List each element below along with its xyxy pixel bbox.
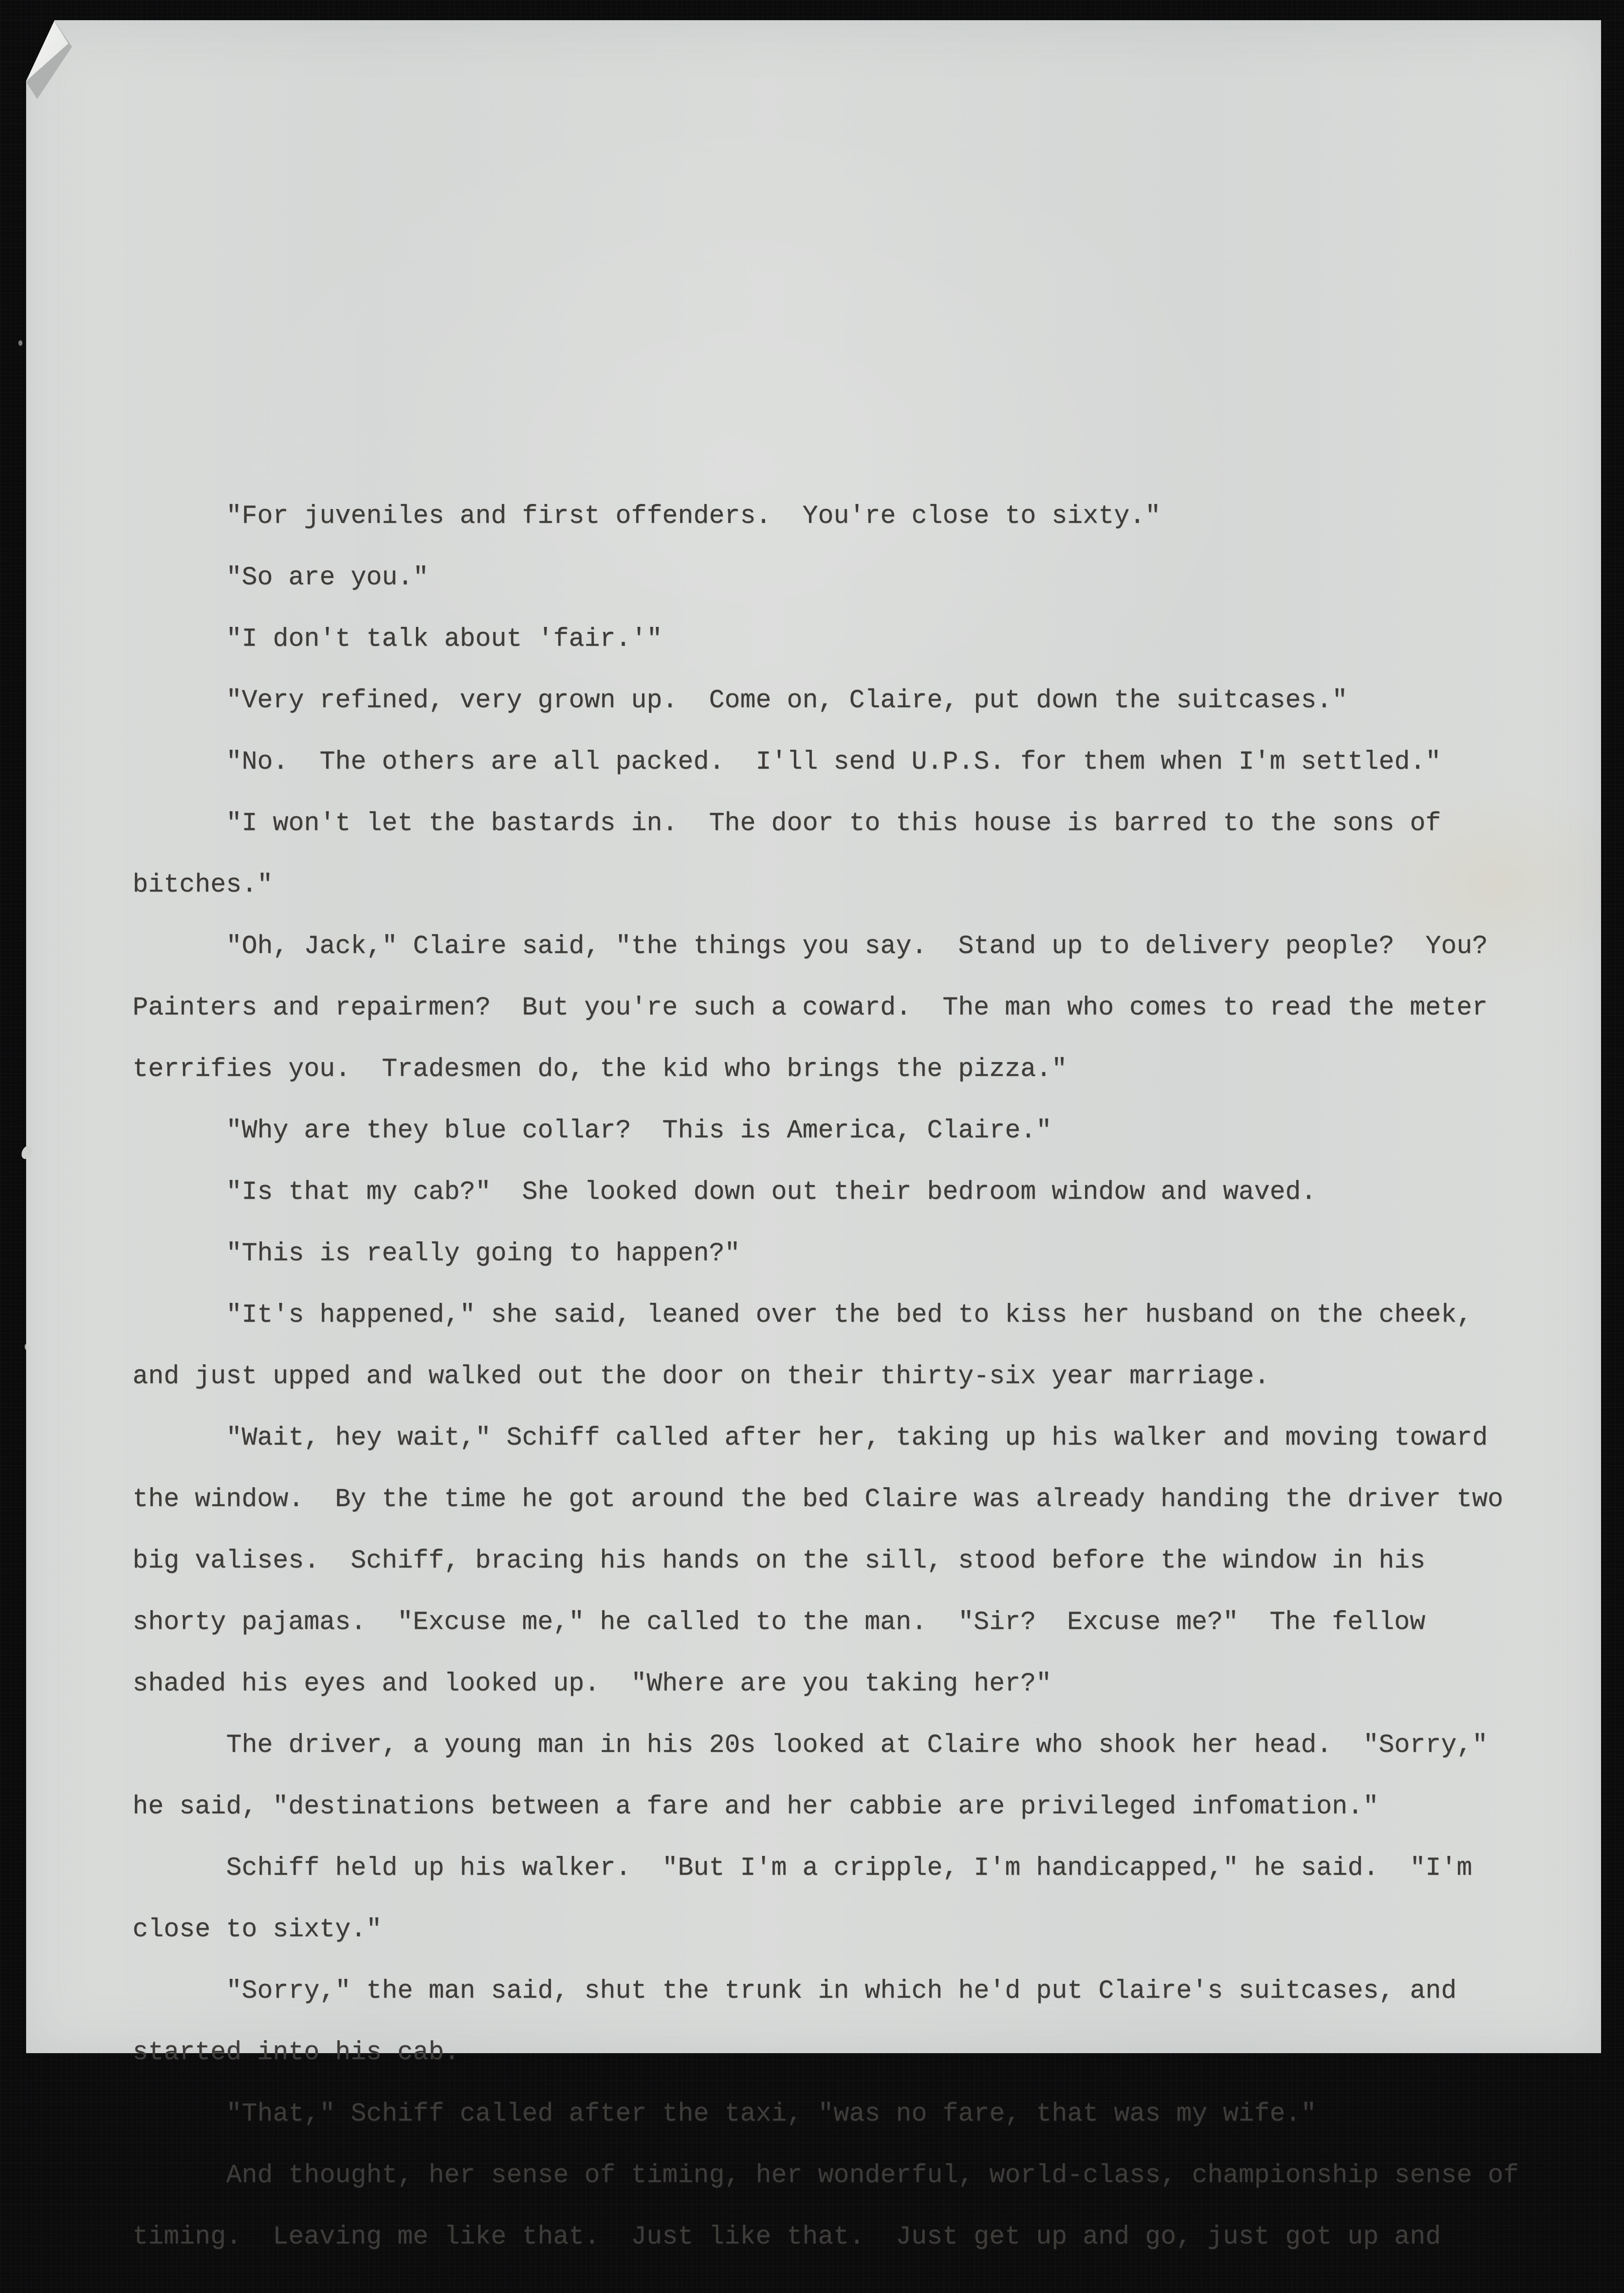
typewritten-line: and just upped and walked out the door on their thirty-six year marriage. (133, 1362, 1270, 1391)
typewritten-line: Painters and repairmen? But you're such a coward. The man who comes to read the meter (133, 993, 1488, 1022)
typewritten-line: started into his cab. (133, 2038, 460, 2067)
typewritten-line: shorty pajamas. "Excuse me," he called to the man. "Sir? Excuse me?" The fellow (133, 1607, 1425, 1637)
typewritten-line: "Is that my cab?" She looked down out their bedroom window and waved. (226, 1177, 1317, 1207)
typewritten-line: "Oh, Jack," Claire said, "the things you say. Stand up to delivery people? You? (226, 931, 1488, 961)
typewritten-line: close to sixty." (133, 1915, 382, 1944)
typewritten-line: timing. Leaving me like that. Just like that. Just get up and go, just got up and (133, 2222, 1441, 2251)
typewritten-line: "This is really going to happen?" (226, 1239, 740, 1268)
text-lines-container (133, 301, 1519, 2267)
typewritten-line: "It's happened," she said, leaned over the bed to kiss her husband on the cheek, (226, 1300, 1472, 1329)
typewritten-text-block (133, 178, 1519, 2293)
typewritten-line: Schiff held up his walker. "But I'm a cripple, I'm handicapped," he said. "I'm (226, 1853, 1472, 1883)
typewritten-line: "Sorry," the man said, shut the trunk in which he'd put Claire's suitcases, and (226, 1976, 1457, 2005)
typewritten-line: "For juveniles and first offenders. You're close to sixty." (226, 501, 1161, 531)
typewritten-line: "Wait, hey wait," Schiff called after her, taking up his walker and moving toward (226, 1423, 1488, 1452)
typewritten-line: shaded his eyes and looked up. "Where are you taking her?" (133, 1669, 1052, 1698)
typewritten-line: "Very refined, very grown up. Come on, Claire, put down the suitcases." (226, 686, 1348, 715)
typewritten-line: he said, "destinations between a fare and her cabbie are privileged infomation." (133, 1792, 1379, 1821)
typewritten-line: "So are you." (226, 563, 429, 592)
typewritten-line: big valises. Schiff, bracing his hands on the sill, stood before the window in his (133, 1546, 1425, 1575)
typewritten-line: The driver, a young man in his 20s looked at Claire who shook her head. "Sorry," (226, 1730, 1488, 1760)
typewritten-line: the window. By the time he got around the bed Claire was already handing the driver two (133, 1484, 1503, 1514)
typewritten-line: bitches." (133, 870, 273, 899)
typewritten-line: "No. The others are all packed. I'll send U.P.S. for them when I'm settled." (226, 747, 1441, 776)
paper-fiber-speck (18, 340, 22, 346)
typewritten-line: "I don't talk about 'fair.'" (226, 624, 662, 654)
typewritten-line: "Why are they blue collar? This is America, Claire." (226, 1116, 1052, 1145)
typewritten-line: "I won't let the bastards in. The door to this house is barred to the sons of (226, 809, 1441, 838)
typewritten-line: And thought, her sense of timing, her wonderful, world-class, championship sense of (226, 2160, 1519, 2190)
typewritten-line: terrifies you. Tradesmen do, the kid who brings the pizza." (133, 1054, 1067, 1084)
typewritten-line: "That," Schiff called after the taxi, "was no fare, that was my wife." (226, 2099, 1317, 2128)
